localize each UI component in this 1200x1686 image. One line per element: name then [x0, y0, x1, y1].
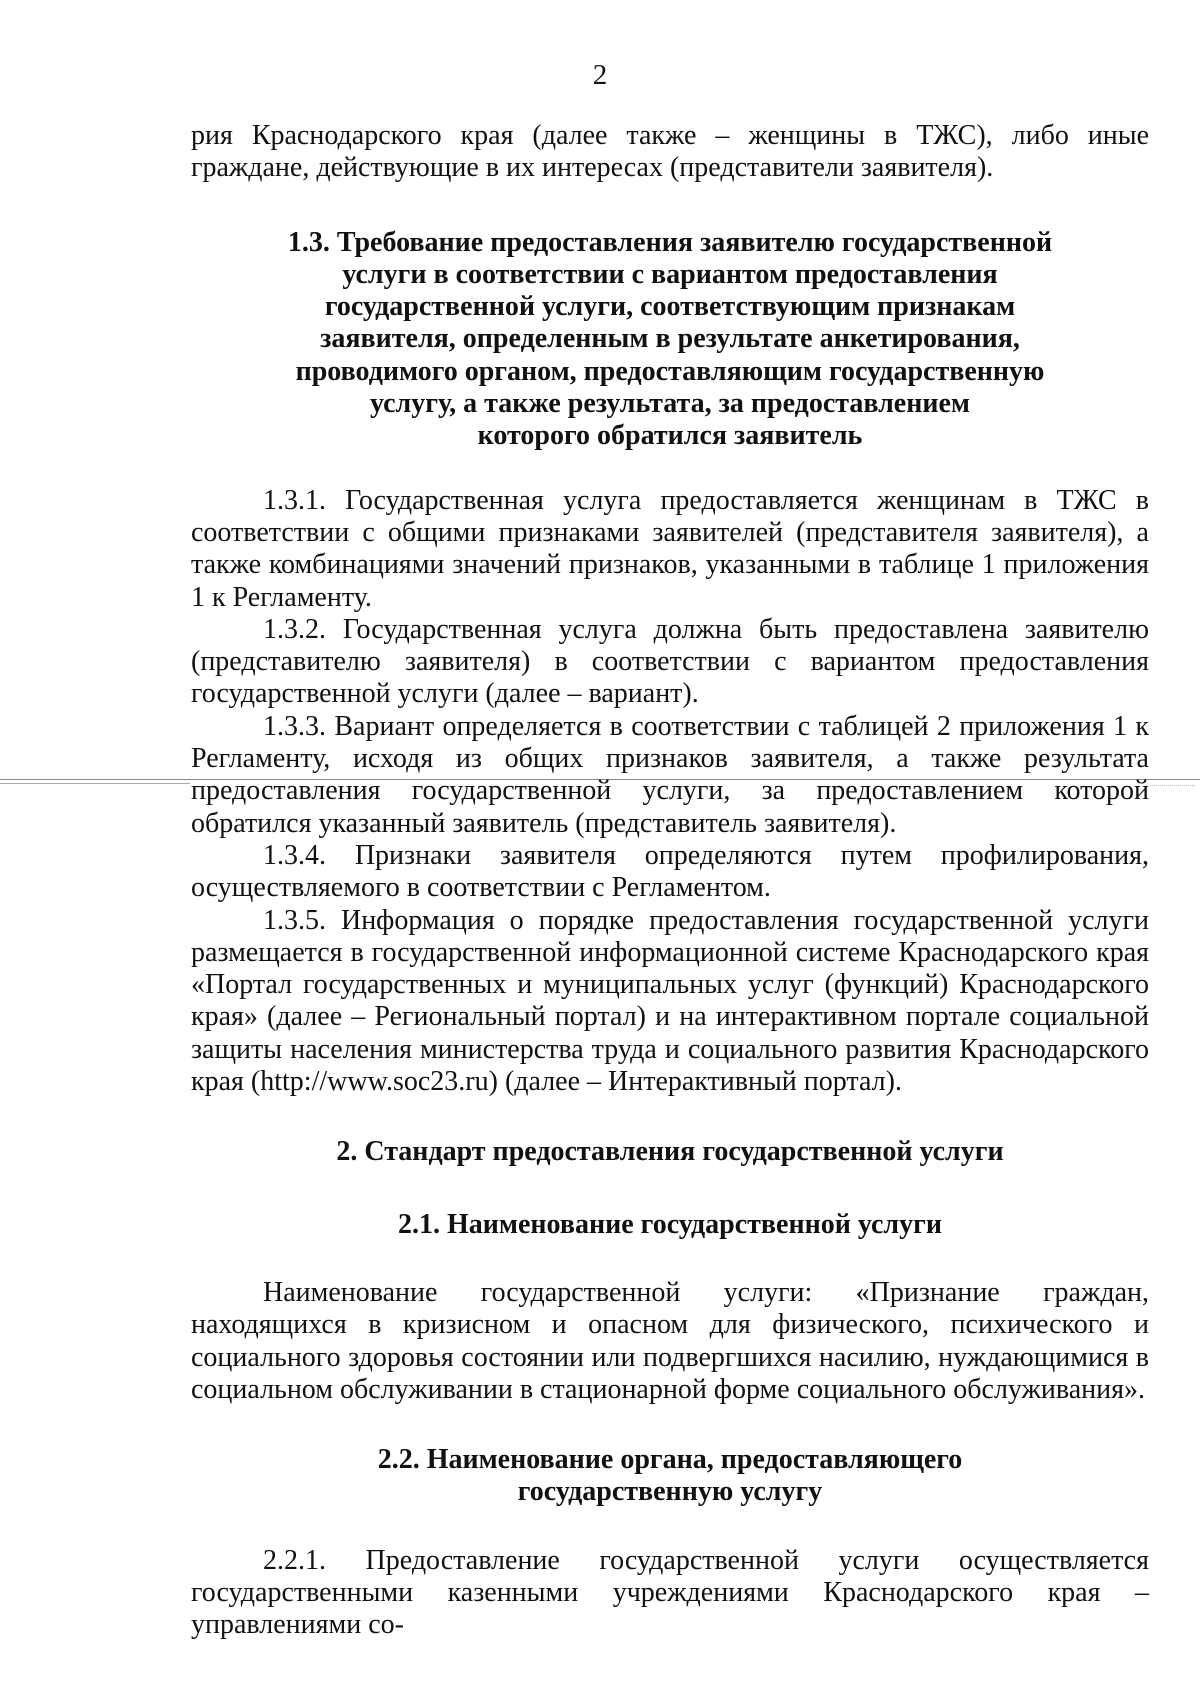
paragraph-1-3-4: 1.3.4. Признаки заявителя определяются путем профилирования, осуществляемого в соответствии с Регламентом.: [191, 839, 1149, 904]
intro-paragraph: рия Краснодарского края (далее также – женщины в ТЖС), либо иные граждане, действующие в их интересах (представители заявителя).: [191, 120, 1149, 184]
heading-line: которого обратился заявитель: [477, 420, 863, 452]
scan-artifact-dots: [1150, 785, 1195, 786]
section-2-1-heading: 2.1. Наименование государственной услуги: [398, 1208, 942, 1240]
section-2-heading: 2. Стандарт предоставления государственной услуги: [336, 1136, 1004, 1168]
paragraph-1-3-2: 1.3.2. Государственная услуга должна быть предоставлена заявителю (представителю заявителя) в соответствии с вариантом предоставления государственной услуги (далее – вариант).: [191, 613, 1149, 710]
heading-line: 1.3. Требование предоставления заявителю государственной: [287, 226, 1053, 258]
paragraph-1-3-3: 1.3.3. Вариант определяется в соответствии с таблицей 2 приложения 1 к Регламенту, исходя из общих признаков заявителя, а также результата предоставления государственной услуги, за предоставлением которой обратился указанный заявитель (представитель заявителя).: [191, 710, 1149, 839]
paragraph-2-2-1: 2.2.1. Предоставление государственной услуги осуществляется государственными казенными учреждениями Краснодарского края – управлениями со-: [191, 1544, 1149, 1641]
heading-line: 2.2. Наименование органа, предоставляющего: [377, 1444, 963, 1476]
section-1-3-heading: [191, 227, 1149, 453]
paragraph-1-3-1: 1.3.1. Государственная услуга предоставляется женщинам в ТЖС в соответствии с общими признаками заявителей (представителя заявителя), а также комбинациями значений признаков, указанными в таблице 1 приложения 1 к Регламенту.: [191, 484, 1149, 613]
document-body: [191, 120, 1149, 1642]
heading-line: услугу, а также результата, за предоставлением: [369, 388, 971, 420]
heading-line: проводимого органом, предоставляющим государственную: [295, 355, 1045, 387]
paragraph-1-3-5: 1.3.5. Информация о порядке предоставления государственной услуги размещается в государственной информационной системе Краснодарского края «Портал государственных и муниципальных услуг (функций) Краснодарского края» (далее – Региональный портал) и на интерактивном портале социальной защиты населения министерства труда и социального развития Краснодарского края (http://www.soc23.ru) (далее – Интерактивный портал).: [191, 904, 1149, 1098]
page-number: 2: [592, 59, 608, 91]
scan-artifact-line-left: [0, 783, 190, 784]
heading-line: государственную услугу: [517, 1476, 823, 1508]
heading-line: заявителя, определенным в результате анкетирования,: [320, 323, 1020, 355]
heading-line: услуги в соответствии с вариантом предоставления: [342, 258, 998, 290]
section-2-2-heading: [191, 1444, 1149, 1509]
heading-line: государственной услуги, соответствующим признакам: [324, 291, 1016, 323]
paragraph-2-1: Наименование государственной услуги: «Признание граждан, находящихся в кризисном и опасном для физического, психического и социального здоровья состоянии или подвергшихся насилию, нуждающимися в социальном обслуживании в стационарной форме социального обслуживания».: [191, 1276, 1149, 1405]
